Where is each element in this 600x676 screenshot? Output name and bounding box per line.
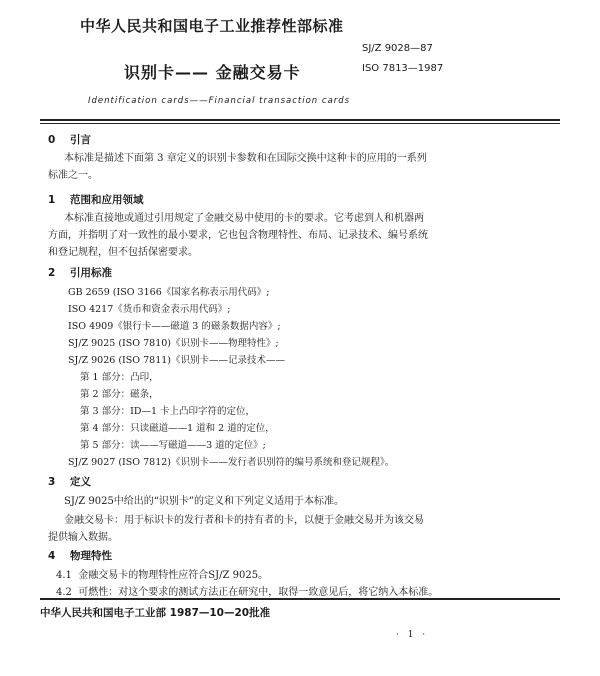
english-title: Identification cards——Financial transaction cards	[88, 96, 351, 106]
reference-item: SJ/Z 9025 (ISO 7810)《识别卡——物理特性》;	[68, 338, 279, 349]
clause-text: 可燃性：对这个要求的测试方法正在研究中，取得一致意见后，将它纳入本标准。	[78, 587, 439, 598]
paragraph-line: 本标准是描述下面第 3 章定义的识别卡参数和在国际交换中这种卡的应用的一系列	[64, 153, 427, 164]
clause-text: 金融交易卡的物理特性应符合SJ/Z 9025。	[78, 570, 269, 581]
clause-item	[56, 567, 268, 584]
section-title: 引言	[70, 134, 91, 146]
section-number: 2	[48, 267, 56, 279]
footer-rule	[40, 598, 560, 600]
reference-item: GB 2659 (ISO 3166《国家名称表示用代码》;	[68, 287, 270, 298]
section-title: 定义	[70, 476, 91, 488]
top-rule-thin	[40, 123, 560, 124]
section-title: 范围和应用领域	[70, 194, 144, 206]
reference-part: 第 4 部分：只读磁道——1 道和 2 道的定位，	[80, 423, 275, 434]
section-4-heading	[48, 548, 112, 563]
page-number: · 1 ·	[396, 630, 429, 640]
reference-part: 第 1 部分：凸印，	[80, 372, 159, 383]
paragraph-line: 本标准直接地或通过引用规定了金融交易中使用的卡的要求。它考虑到人和机器两	[64, 213, 424, 224]
paragraph-line: 和登记规程，但不包括保密要求。	[48, 247, 198, 258]
reference-part: 第 3 部分：ID—1 卡上凸印字符的定位，	[80, 406, 256, 417]
document-title: 识别卡—— 金融交易卡	[124, 63, 301, 82]
section-3-heading	[48, 474, 91, 489]
reference-part: 第 5 部分：读——写磁道——3 道的定位》;	[80, 440, 266, 451]
reference-item: ISO 4217《货币和资金表示用代码》;	[68, 304, 231, 315]
section-number: 1	[48, 194, 56, 206]
reference-item: ISO 4909《银行卡——磁道 3 的磁条数据内容》;	[68, 321, 281, 332]
standard-code-iso: ISO 7813—1987	[362, 63, 444, 74]
standard-code-sj: SJ/Z 9028—87	[362, 43, 433, 54]
section-title: 物理特性	[70, 550, 112, 562]
section-number: 4	[48, 550, 56, 562]
reference-item: SJ/Z 9027 (ISO 7812)《识别卡——发行者识别符的编号系统和登记规程》。	[68, 457, 395, 468]
section-1-heading	[48, 192, 144, 207]
clause-number: 4.1	[56, 570, 72, 581]
reference-item: SJ/Z 9026 (ISO 7811)《识别卡——记录技术——	[68, 355, 285, 366]
paragraph-line: 提供输入数据。	[48, 532, 118, 543]
section-0-heading	[48, 132, 91, 147]
paragraph-line: 标准之一。	[48, 170, 98, 181]
section-number: 3	[48, 476, 56, 488]
reference-part: 第 2 部分：磁条，	[80, 389, 159, 400]
section-number: 0	[48, 134, 56, 146]
paragraph-line: SJ/Z 9025中给出的“识别卡”的定义和下列定义适用于本标准。	[64, 496, 345, 507]
top-rule-thick	[40, 119, 560, 121]
clause-number: 4.2	[56, 587, 72, 598]
section-2-heading	[48, 265, 112, 280]
approval-line: 中华人民共和国电子工业部 1987—10—20批准	[40, 607, 271, 619]
paragraph-line: 方面，并指明了对一致性的最小要求，它也包含物理特性、布局、记录技术、编号系统	[48, 230, 428, 241]
paragraph-line: 金融交易卡：用于标识卡的发行者和卡的持有者的卡，以便于金融交易并为该交易	[64, 515, 424, 526]
section-title: 引用标准	[70, 267, 112, 279]
standard-title: 中华人民共和国电子工业推荐性部标准	[80, 17, 344, 35]
